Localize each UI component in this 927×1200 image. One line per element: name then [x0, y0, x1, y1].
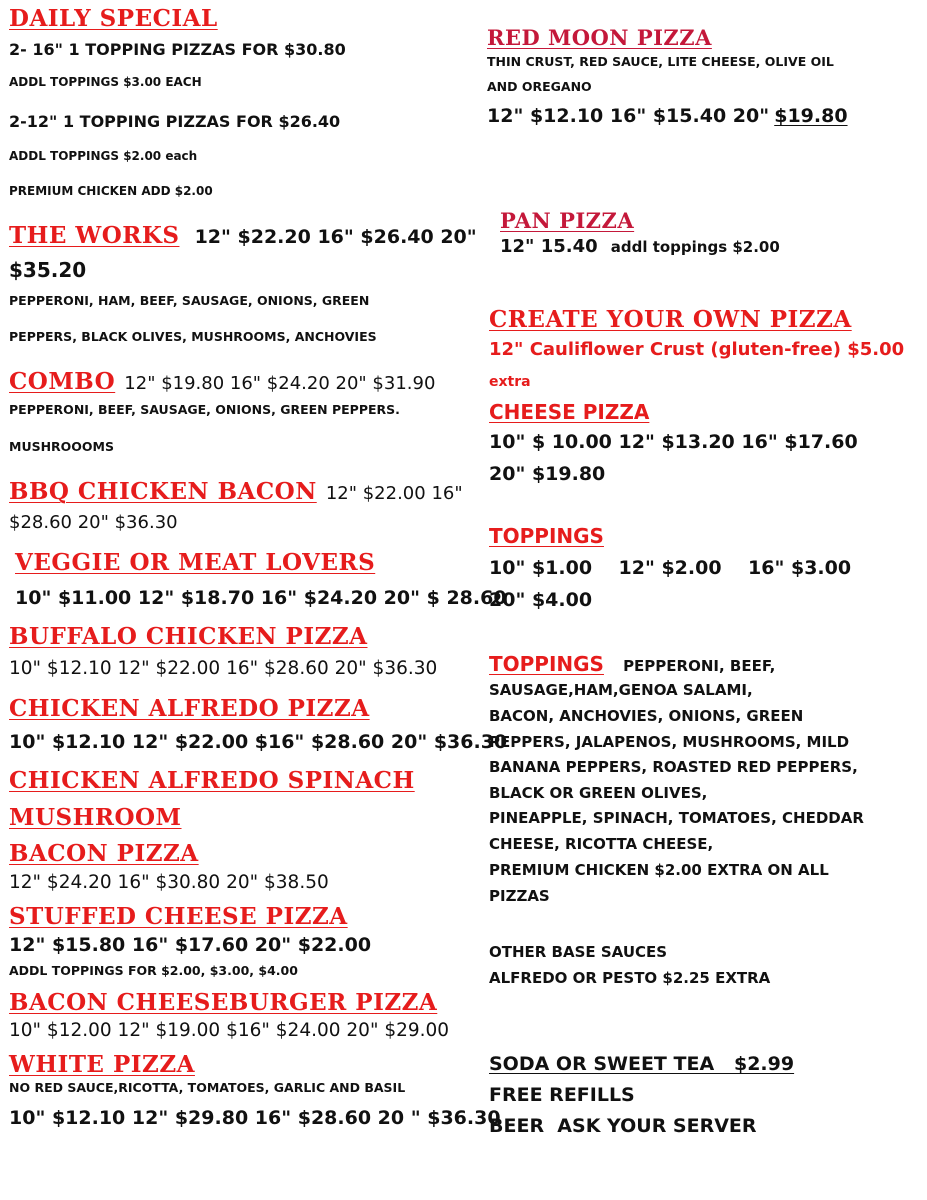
the-works-heading: [9, 224, 477, 247]
pan-price: 12" 15.40: [500, 236, 598, 257]
stuffed-prices: 12" $15.80 16" $17.60 20" $22.00: [9, 934, 372, 956]
toppings-list-line-4: BANANA PEPPERS, ROASTED RED PEPPERS,: [489, 758, 858, 776]
toppings-prices-title: TOPPINGS: [489, 524, 604, 548]
pan-note: addl toppings $2.00: [610, 238, 780, 256]
the-works-prices-a: 12" $22.20 16" $26.40 20": [194, 226, 477, 248]
veggie-title: VEGGIE OR MEAT LOVERS: [15, 549, 376, 576]
drinks-line-1: SODA OR SWEET TEA $2.99: [489, 1053, 795, 1075]
cheeseburger-title: BACON CHEESEBURGER PIZZA: [9, 989, 438, 1016]
cheeseburger-prices: 10" $12.00 12" $19.00 $16" $24.00 20" $29.00: [9, 1020, 450, 1041]
daily-special-line-1: 2- 16" 1 TOPPING PIZZAS FOR $30.80: [9, 40, 346, 59]
cauliflower-line-2: extra: [489, 374, 531, 390]
buffalo-prices: 10" $12.10 12" $22.00 16" $28.60 20" $36.30: [9, 658, 438, 679]
cheese-prices-1: 10" $ 10.00 12" $13.20 16" $17.60: [489, 431, 858, 453]
daily-special-line-2: ADDL TOPPINGS $3.00 EACH: [9, 75, 202, 89]
cheese-prices-2: 20" $19.80: [489, 463, 606, 485]
combo-desc-2: MUSHROOOMS: [9, 439, 114, 454]
toppings-list-line-7: CHEESE, RICOTTA CHEESE,: [489, 835, 714, 853]
bbq-prices-b: $28.60 20" $36.30: [9, 512, 178, 533]
bacon-title: BACON PIZZA: [9, 840, 199, 867]
veggie-prices: 10" $11.00 12" $18.70 16" $24.20 20" $ 28.60: [15, 587, 507, 609]
create-title: CREATE YOUR OWN PIZZA: [489, 306, 852, 333]
alfredo-spinach-title-2: MUSHROOM: [9, 804, 182, 831]
red-moon-desc-2: AND OREGANO: [487, 79, 592, 94]
cheese-pizza-title: CHEESE PIZZA: [489, 400, 650, 424]
toppings-prices-line-2: 20" $4.00: [489, 589, 593, 611]
combo-title: COMBO: [9, 368, 116, 395]
red-moon-desc-1: THIN CRUST, RED SAUCE, LITE CHEESE, OLIVE OIL: [487, 54, 834, 69]
white-title: WHITE PIZZA: [9, 1051, 195, 1078]
cauliflower-line-1: 12" Cauliflower Crust (gluten-free) $5.00: [489, 339, 905, 360]
alfredo-title: CHICKEN ALFREDO PIZZA: [9, 695, 370, 722]
bbq-heading: [9, 480, 463, 503]
sauces-line-1: OTHER BASE SAUCES: [489, 943, 668, 961]
the-works-prices-b: $35.20: [9, 258, 87, 282]
the-works-desc-1: PEPPERONI, HAM, BEEF, SAUSAGE, ONIONS, GREEN: [9, 293, 370, 308]
bacon-prices: 12" $24.20 16" $30.80 20" $38.50: [9, 872, 329, 893]
alfredo-prices: 10" $12.10 12" $22.00 $16" $28.60 20" $36.30: [9, 731, 508, 753]
daily-special-title: DAILY SPECIAL: [9, 5, 218, 32]
daily-special-line-4: ADDL TOPPINGS $2.00 each: [9, 149, 198, 163]
toppings-list-title: TOPPINGS: [489, 652, 604, 676]
the-works-title: THE WORKS: [9, 222, 180, 249]
red-moon-prices: [487, 107, 848, 126]
toppings-list-heading: [489, 654, 775, 674]
toppings-list-line-9: PIZZAS: [489, 887, 550, 905]
red-moon-title: RED MOON PIZZA: [487, 25, 712, 50]
drinks-line-2: FREE REFILLS: [489, 1084, 635, 1106]
bbq-title: BBQ CHICKEN BACON: [9, 478, 317, 505]
alfredo-spinach-title-1: CHICKEN ALFREDO SPINACH: [9, 767, 415, 794]
white-prices: 10" $12.10 12" $29.80 16" $28.60 20 " $36.30: [9, 1107, 501, 1129]
combo-desc-1: PEPPERONI, BEEF, SAUSAGE, ONIONS, GREEN PEPPERS.: [9, 402, 400, 417]
toppings-list-line-1: SAUSAGE,HAM,GENOA SALAMI,: [489, 681, 753, 699]
red-moon-prices-b: $19.80: [774, 105, 848, 127]
buffalo-title: BUFFALO CHICKEN PIZZA: [9, 623, 368, 650]
the-works-desc-2: PEPPERS, BLACK OLIVES, MUSHROOMS, ANCHOVIES: [9, 329, 377, 344]
red-moon-prices-a: 12" $12.10 16" $15.40 20": [487, 105, 770, 127]
drinks-line-3: BEER ASK YOUR SERVER: [489, 1115, 757, 1137]
pan-title: PAN PIZZA: [500, 208, 635, 233]
stuffed-note: ADDL TOPPINGS FOR $2.00, $3.00, $4.00: [9, 963, 298, 978]
pan-prices: [500, 238, 780, 256]
bbq-prices-a: 12" $22.00 16": [325, 483, 463, 504]
toppings-list-line-0: PEPPERONI, BEEF,: [623, 657, 776, 675]
white-desc: NO RED SAUCE,RICOTTA, TOMATOES, GARLIC AND BASIL: [9, 1080, 406, 1095]
toppings-list-line-2: BACON, ANCHOVIES, ONIONS, GREEN: [489, 707, 804, 725]
toppings-list-line-6: PINEAPPLE, SPINACH, TOMATOES, CHEDDAR: [489, 809, 864, 827]
toppings-list-line-3: PEPPERS, JALAPENOS, MUSHROOMS, MILD: [489, 733, 850, 751]
sauces-line-2: ALFREDO OR PESTO $2.25 EXTRA: [489, 969, 771, 987]
toppings-list-line-8: PREMIUM CHICKEN $2.00 EXTRA ON ALL: [489, 861, 829, 879]
toppings-prices-line-1: 10" $1.00 12" $2.00 16" $3.00: [489, 557, 852, 579]
toppings-list-line-5: BLACK OR GREEN OLIVES,: [489, 784, 708, 802]
daily-special-line-3: 2-12" 1 TOPPING PIZZAS FOR $26.40: [9, 112, 341, 131]
combo-heading: [9, 370, 435, 393]
stuffed-title: STUFFED CHEESE PIZZA: [9, 903, 348, 930]
daily-special-line-5: PREMIUM CHICKEN ADD $2.00: [9, 184, 213, 198]
combo-prices: 12" $19.80 16" $24.20 20" $31.90: [124, 373, 436, 394]
